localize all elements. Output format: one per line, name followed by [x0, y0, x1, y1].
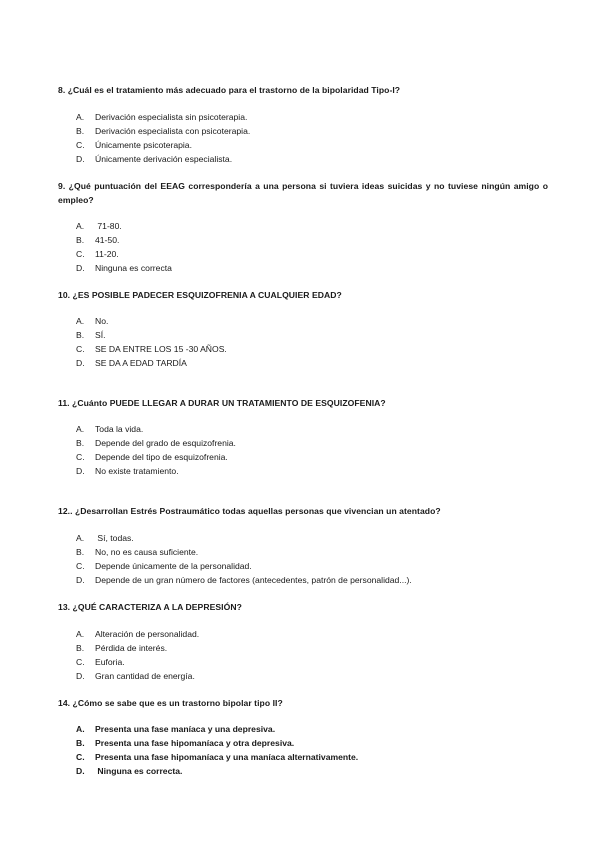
option-letter: D.: [76, 466, 85, 476]
option-letter: A.: [76, 112, 85, 122]
option-text: Depende del tipo de esquizofrenia.: [95, 452, 228, 462]
question-13: 13. ¿QUÉ CARACTERIZA A LA DEPRESIÓN?: [58, 602, 242, 612]
option-8a: [76, 111, 556, 123]
option-letter: D.: [76, 154, 85, 164]
option-9d: [76, 262, 556, 274]
option-letter: B.: [76, 547, 85, 557]
question-9: 9. ¿Qué puntuación del EEAG correspondería a una persona si tuviera ideas suicidas y no tuviese ningún amigo o empleo?: [58, 181, 548, 205]
question-8: 8. ¿Cuál es el tratamiento más adecuado para el trastorno de la bipolaridad Tipo-I?: [58, 85, 401, 95]
option-letter: D.: [76, 263, 85, 273]
option-letter: C.: [76, 140, 85, 150]
option-letter: A.: [76, 533, 85, 543]
option-13c: [76, 656, 556, 668]
option-text: 71-80.: [95, 221, 122, 231]
option-text: SÍ.: [95, 330, 106, 340]
option-text: 11-20.: [95, 249, 119, 259]
option-letter: B.: [76, 330, 85, 340]
option-letter: C.: [76, 657, 85, 667]
option-text: No existe tratamiento.: [95, 466, 179, 476]
option-12a: [76, 532, 556, 544]
option-11a: [76, 423, 556, 435]
option-letter: C.: [76, 249, 85, 259]
option-text: No, no es causa suficiente.: [95, 547, 199, 557]
option-8d: [76, 153, 556, 165]
option-text: Derivación especialista sin psicoterapia.: [95, 112, 248, 122]
option-text: 41-50.: [95, 235, 120, 245]
option-letter: A.: [76, 221, 85, 231]
option-text: Presenta una fase hipomaníaca y una maníaca alternativamente.: [95, 752, 359, 762]
option-text: Depende de un gran número de factores (antecedentes, patrón de personalidad...).: [95, 575, 412, 585]
option-letter: B.: [76, 738, 85, 748]
option-letter: A.: [76, 424, 85, 434]
option-letter: C.: [76, 752, 85, 762]
option-letter: C.: [76, 452, 85, 462]
question-11: 11. ¿Cuánto PUEDE LLEGAR A DURAR UN TRATAMIENTO DE ESQUIZOFENIA?: [58, 398, 386, 408]
option-letter: D.: [76, 358, 85, 368]
option-text: Pérdida de interés.: [95, 643, 168, 653]
option-13a: [76, 628, 556, 640]
option-8b: [76, 125, 556, 137]
option-10b: [76, 329, 556, 341]
option-text: Depende del grado de esquizofrenia.: [95, 438, 236, 448]
option-11b: [76, 437, 556, 449]
option-text: Únicamente psicoterapia.: [95, 140, 192, 150]
option-9b: [76, 234, 556, 246]
option-text: SE DA A EDAD TARDÍA: [95, 358, 187, 368]
option-text: Ninguna es correcta: [95, 263, 172, 273]
option-text: Presenta una fase maníaca y una depresiva.: [95, 724, 276, 734]
option-14a: [76, 723, 556, 735]
option-text: Ninguna es correcta.: [95, 766, 183, 776]
option-letter: A.: [76, 316, 85, 326]
option-letter: B.: [76, 126, 85, 136]
option-letter: A.: [76, 724, 85, 734]
question-12: 12.. ¿Desarrollan Estrés Postraumático todas aquellas personas que vivencian un atentado?: [58, 506, 441, 516]
option-12b: [76, 546, 556, 558]
option-letter: B.: [76, 235, 85, 245]
option-text: Gran cantidad de energía.: [95, 671, 195, 681]
option-letter: C.: [76, 344, 85, 354]
option-9a: [76, 220, 556, 232]
option-letter: D.: [76, 766, 85, 776]
option-letter: A.: [76, 629, 85, 639]
option-text: Toda la vida.: [95, 424, 144, 434]
option-text: Derivación especialista con psicoterapia.: [95, 126, 251, 136]
option-text: Presenta una fase hipomaníaca y otra depresiva.: [95, 738, 295, 748]
option-14c: [76, 751, 556, 763]
option-10c: [76, 343, 556, 355]
option-text: Depende únicamente de la personalidad.: [95, 561, 252, 571]
option-text: Alteración de personalidad.: [95, 629, 200, 639]
option-14d: [76, 765, 556, 777]
option-11c: [76, 451, 556, 463]
option-letter: D.: [76, 575, 85, 585]
option-text: Sí, todas.: [95, 533, 134, 543]
option-letter: B.: [76, 438, 85, 448]
question-10: 10. ¿ES POSIBLE PADECER ESQUIZOFRENIA A CUALQUIER EDAD?: [58, 290, 342, 300]
option-11d: [76, 465, 556, 477]
option-14b: [76, 737, 556, 749]
option-text: No.: [95, 316, 109, 326]
option-letter: D.: [76, 671, 85, 681]
option-text: Euforia.: [95, 657, 125, 667]
option-letter: B.: [76, 643, 85, 653]
option-8c: [76, 139, 556, 151]
option-12d: [76, 574, 556, 586]
option-10d: [76, 357, 556, 369]
option-13d: [76, 670, 556, 682]
option-10a: [76, 315, 556, 327]
option-13b: [76, 642, 556, 654]
option-12c: [76, 560, 556, 572]
question-14: 14. ¿Cómo se sabe que es un trastorno bipolar tipo II?: [58, 698, 283, 708]
option-letter: C.: [76, 561, 85, 571]
option-9c: [76, 248, 556, 260]
option-text: Únicamente derivación especialista.: [95, 154, 233, 164]
option-text: SE DA ENTRE LOS 15 -30 AÑOS.: [95, 344, 227, 354]
